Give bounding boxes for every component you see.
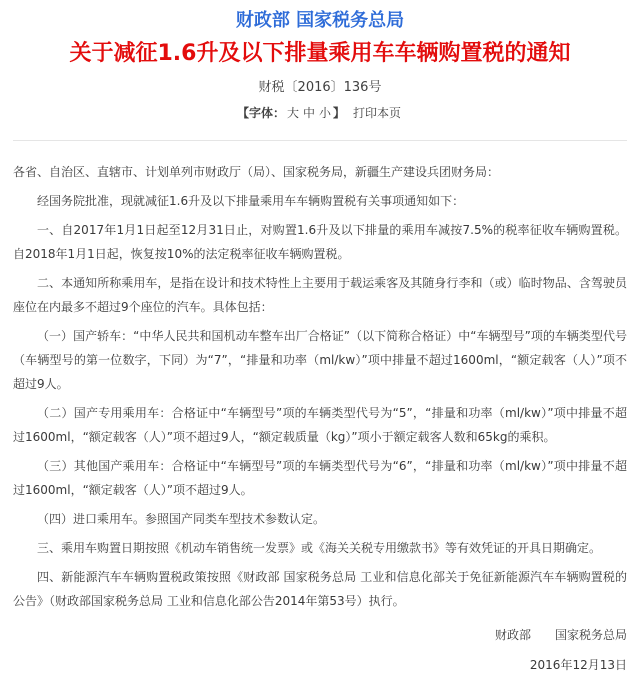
font-size-medium-link[interactable]: 中 [302, 106, 315, 120]
paragraph-article-3: 三、乘用车购置日期按照《机动车销售统一发票》或《海关关税专用缴款书》等有效凭证的开具日期确定。 [37, 541, 602, 555]
paragraph-article-1: 一、自2017年1月1日起至12月31日止，对购置1.6升及以下排量的乘用车减按7.5%的税率征收车辆购置税。自2018年1月1日起，恢复按10%的法定税率征收车辆购置税。 [13, 223, 627, 261]
font-size-label-close: 】 [333, 106, 346, 120]
paragraph-item-3: （三）其他国产乘用车：合格证中“车辆型号”项的车辆类型代号为“6”，“排量和功率（ml/kw）”项中排量不超过1600ml，“额定载客（人）”项不超过9人。 [13, 459, 627, 497]
font-size-small-link[interactable]: 小 [319, 106, 332, 120]
paragraph-item-1: （一）国产轿车：“中华人民共和国机动车整车出厂合格证”（以下简称合格证）中“车辆型号”项的车辆类型代号（车辆型号的第一位数字，下同）为“7”，“排量和功率（ml/kw）”项中排量不超过1600ml，“额定载客（人）”项不超过9人。 [13, 329, 627, 391]
paragraph-article-2: 二、本通知所称乘用车，是指在设计和技术特性上主要用于载运乘客及其随身行李和（或）临时物品、含驾驶员座位在内最多不超过9个座位的汽车。具体包括： [13, 276, 627, 314]
document-header [0, 9, 640, 121]
font-size-label-open: 【字体： [236, 106, 285, 120]
print-page-link[interactable]: 打印本页 [353, 106, 402, 120]
font-size-large-link[interactable]: 大 [286, 106, 299, 120]
document-body [0, 141, 640, 613]
paragraph-article-4: 四、新能源汽车车辆购置税政策按照《财政部 国家税务总局 工业和信息化部关于免征新能源汽车车辆购置税的公告》（财政部国家税务总局 工业和信息化部公告2014年第53号）执行。 [13, 570, 627, 608]
document-number: 财税〔2016〕136号 [258, 80, 382, 95]
paragraph-intro: 经国务院批准，现就减征1.6升及以下排量乘用车车辆购置税有关事项通知如下： [37, 194, 465, 208]
font-print-toolbar [0, 106, 640, 121]
page-title: 关于减征1.6升及以下排量乘用车车辆购置税的通知 [69, 41, 571, 66]
signature-date: 2016年12月13日 [529, 658, 627, 672]
signing-agencies: 财政部 国家税务总局 [494, 628, 627, 642]
salutation-paragraph: 各省、自治区、直辖市、计划单列市财政厅（局）、国家税务局，新疆生产建设兵团财务局： [13, 165, 500, 179]
paragraph-item-4: （四）进口乘用车。参照国产同类车型技术参数认定。 [37, 512, 326, 526]
issuing-agencies: 财政部 国家税务总局 [235, 10, 405, 31]
signature-block [0, 623, 640, 697]
paragraph-item-2: （二）国产专用乘用车：合格证中“车辆型号”项的车辆类型代号为“5”，“排量和功率（ml/kw）”项中排量不超过1600ml，“额定载客（人）”项不超过9人，“额定载质量（kg）”项小于额定载客人数和65kg的乘积。 [13, 406, 627, 444]
